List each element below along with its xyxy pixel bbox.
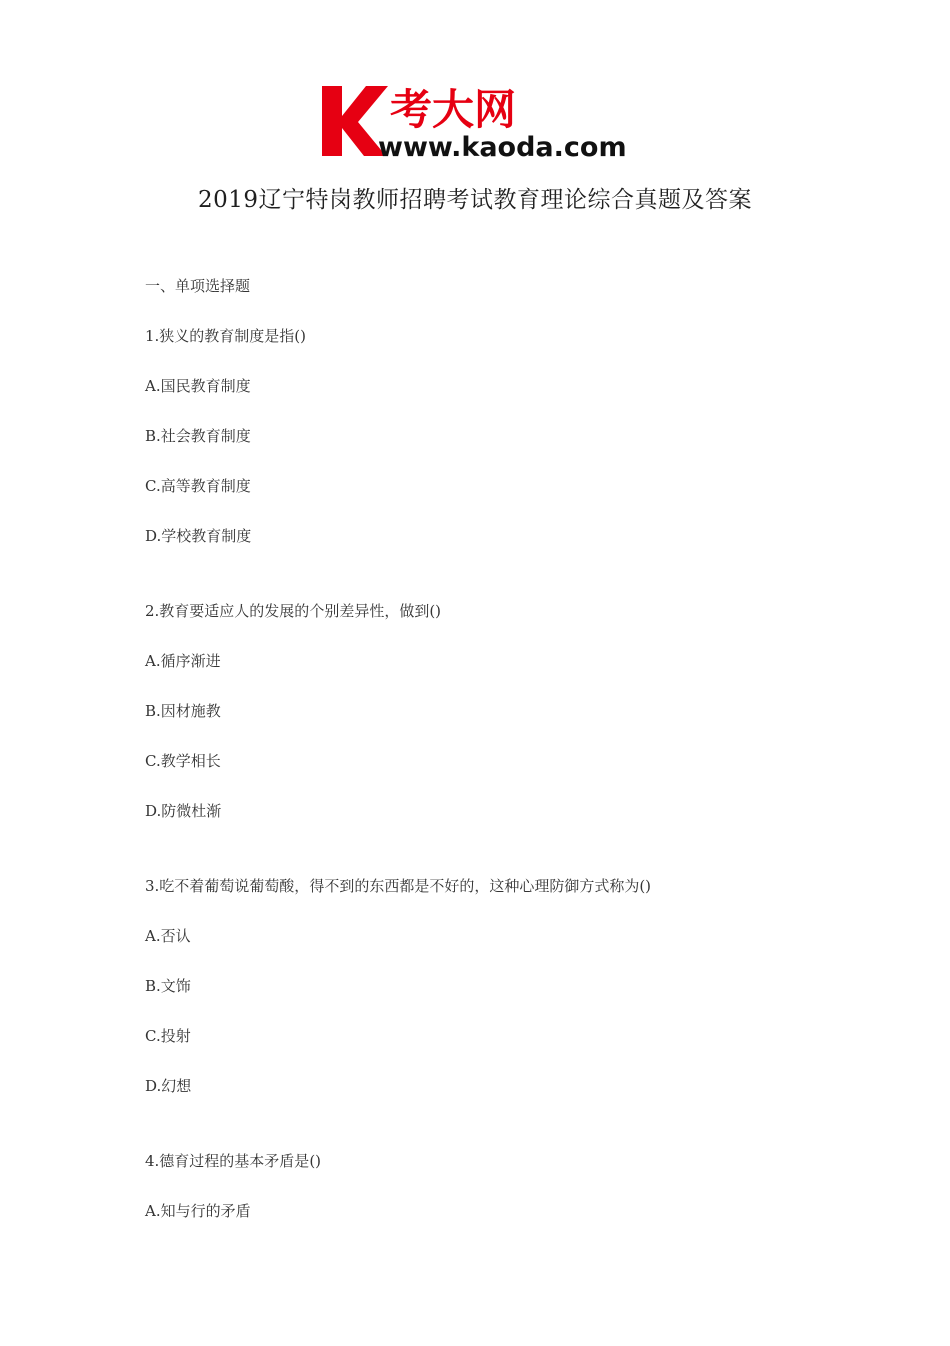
q2-option-d: D.防微杜渐	[145, 802, 222, 820]
q4-option-a: A.知与行的矛盾	[145, 1202, 251, 1220]
q1-option-a: A.国民教育制度	[145, 377, 251, 395]
section-heading: 一、单项选择题	[145, 277, 251, 295]
question-4: 4.德育过程的基本矛盾是()	[145, 1152, 322, 1170]
q2-option-c: C.教学相长	[145, 752, 221, 770]
q3-option-a: A.否认	[145, 927, 191, 945]
kaoda-logo-graphic	[316, 82, 640, 162]
q3-option-b: B.文饰	[145, 977, 191, 995]
question-2: 2.教育要适应人的发展的个别差异性，做到()	[145, 602, 442, 620]
logo-cn-text: 考大网	[390, 85, 517, 134]
q1-option-d: D.学校教育制度	[145, 527, 252, 545]
document-title: 2019辽宁特岗教师招聘考试教育理论综合真题及答案	[197, 187, 753, 213]
question-1: 1.狭义的教育制度是指()	[145, 327, 307, 345]
q1-option-b: B.社会教育制度	[145, 427, 251, 445]
q3-option-c: C.投射	[145, 1027, 191, 1045]
kaoda-logo	[316, 82, 640, 162]
logo-url-text: www.kaoda.com	[378, 132, 627, 162]
q3-option-d: D.幻想	[145, 1077, 192, 1095]
q1-option-c: C.高等教育制度	[145, 477, 251, 495]
q2-option-a: A.循序渐进	[145, 652, 221, 670]
q2-option-b: B.因材施教	[145, 702, 221, 720]
question-3: 3.吃不着葡萄说葡萄酸，得不到的东西都是不好的，这种心理防御方式称为()	[145, 877, 652, 895]
